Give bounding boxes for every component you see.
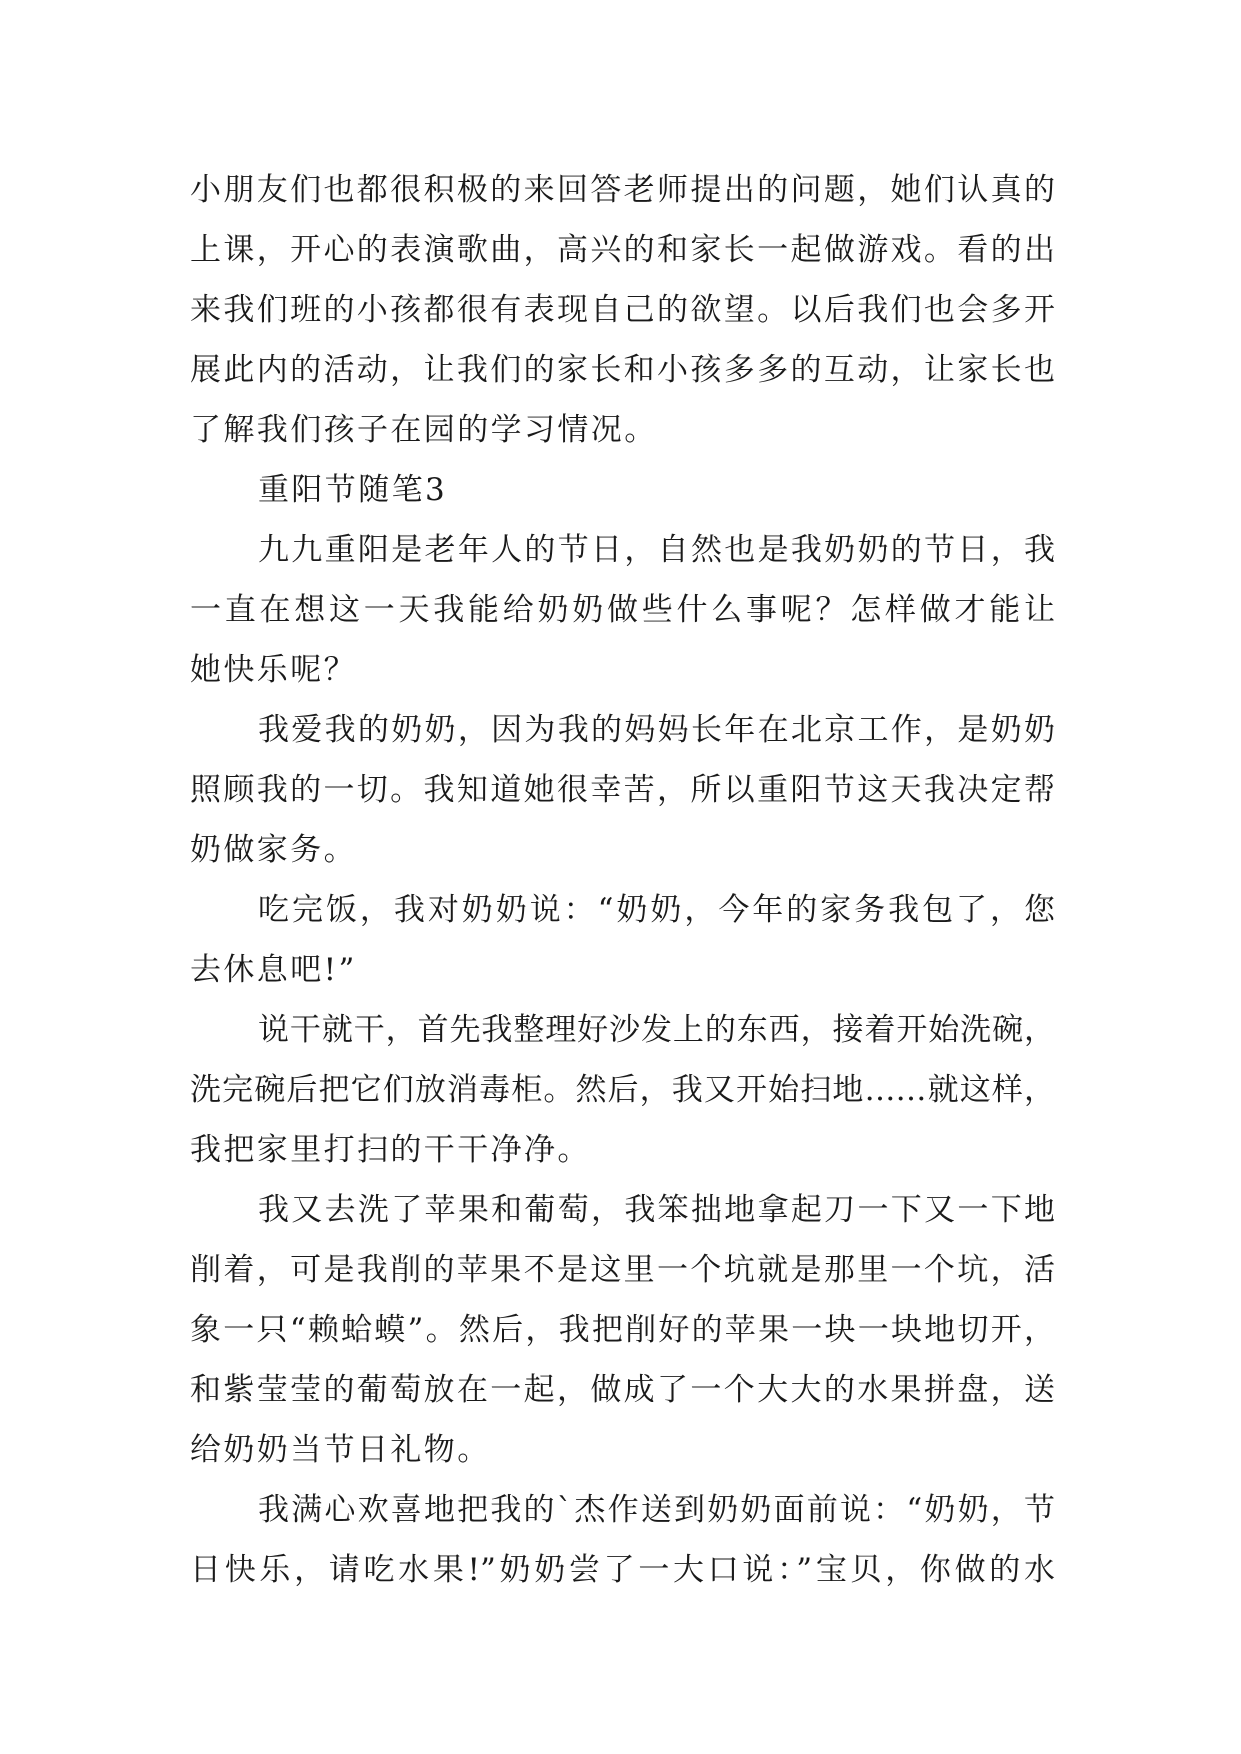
text-line: 她快乐呢？ [190, 652, 357, 688]
text-line: 我把家里打扫的干干净净。 [190, 1132, 591, 1168]
paragraph-6 [190, 1180, 1055, 1480]
text-line: 说干就干，首先我整理好沙发上的东西，接着开始洗碗， [258, 1012, 1055, 1048]
heading-text: 重阳节随笔3 [258, 472, 448, 508]
text-line: 我满心欢喜地把我的`杰作送到奶奶面前说：“奶奶，节 [258, 1492, 1055, 1528]
text-line: 来我们班的小孩都很有表现自己的欲望。以后我们也会多开 [190, 292, 1055, 328]
text-line: 给奶奶当节日礼物。 [190, 1432, 491, 1468]
text-line: 象一只“赖蛤蟆”。然后，我把削好的苹果一块一块地切开， [190, 1312, 1055, 1348]
document-body [190, 160, 1055, 1600]
paragraph-1 [190, 160, 1055, 460]
text-line: 上课，开心的表演歌曲，高兴的和家长一起做游戏。看的出 [190, 232, 1055, 268]
text-line: 奶做家务。 [190, 832, 357, 868]
paragraph-2 [190, 520, 1055, 700]
text-line: 洗完碗后把它们放消毒柜。然后，我又开始扫地……就这样， [190, 1072, 1055, 1108]
text-line: 展此内的活动，让我们的家长和小孩多多的互动，让家长也 [190, 352, 1055, 388]
paragraph-4 [190, 880, 1055, 1000]
text-line: 照顾我的一切。我知道她很幸苦，所以重阳节这天我决定帮 [190, 772, 1055, 808]
paragraph-3 [190, 700, 1055, 880]
text-line: 去休息吧!” [190, 952, 357, 988]
text-line: 一直在想这一天我能给奶奶做些什么事呢？怎样做才能让 [190, 592, 1055, 628]
text-line: 日快乐，请吃水果!”奶奶尝了一大口说：”宝贝，你做的水 [190, 1552, 1055, 1588]
text-line: 我又去洗了苹果和葡萄，我笨拙地拿起刀一下又一下地 [258, 1192, 1055, 1228]
text-line: 了解我们孩子在园的学习情况。 [190, 412, 658, 448]
section-heading [190, 460, 1055, 520]
text-line: 九九重阳是老年人的节日，自然也是我奶奶的节日，我 [258, 532, 1055, 568]
text-line: 削着，可是我削的苹果不是这里一个坑就是那里一个坑，活 [190, 1252, 1055, 1288]
text-line: 吃完饭，我对奶奶说：“奶奶，今年的家务我包了，您 [258, 892, 1055, 928]
text-line: 和紫莹莹的葡萄放在一起，做成了一个大大的水果拼盘，送 [190, 1372, 1055, 1408]
text-line: 小朋友们也都很积极的来回答老师提出的问题，她们认真的 [190, 172, 1055, 208]
paragraph-7 [190, 1480, 1055, 1600]
paragraph-5 [190, 1000, 1055, 1180]
text-line: 我爱我的奶奶，因为我的妈妈长年在北京工作，是奶奶 [258, 712, 1055, 748]
